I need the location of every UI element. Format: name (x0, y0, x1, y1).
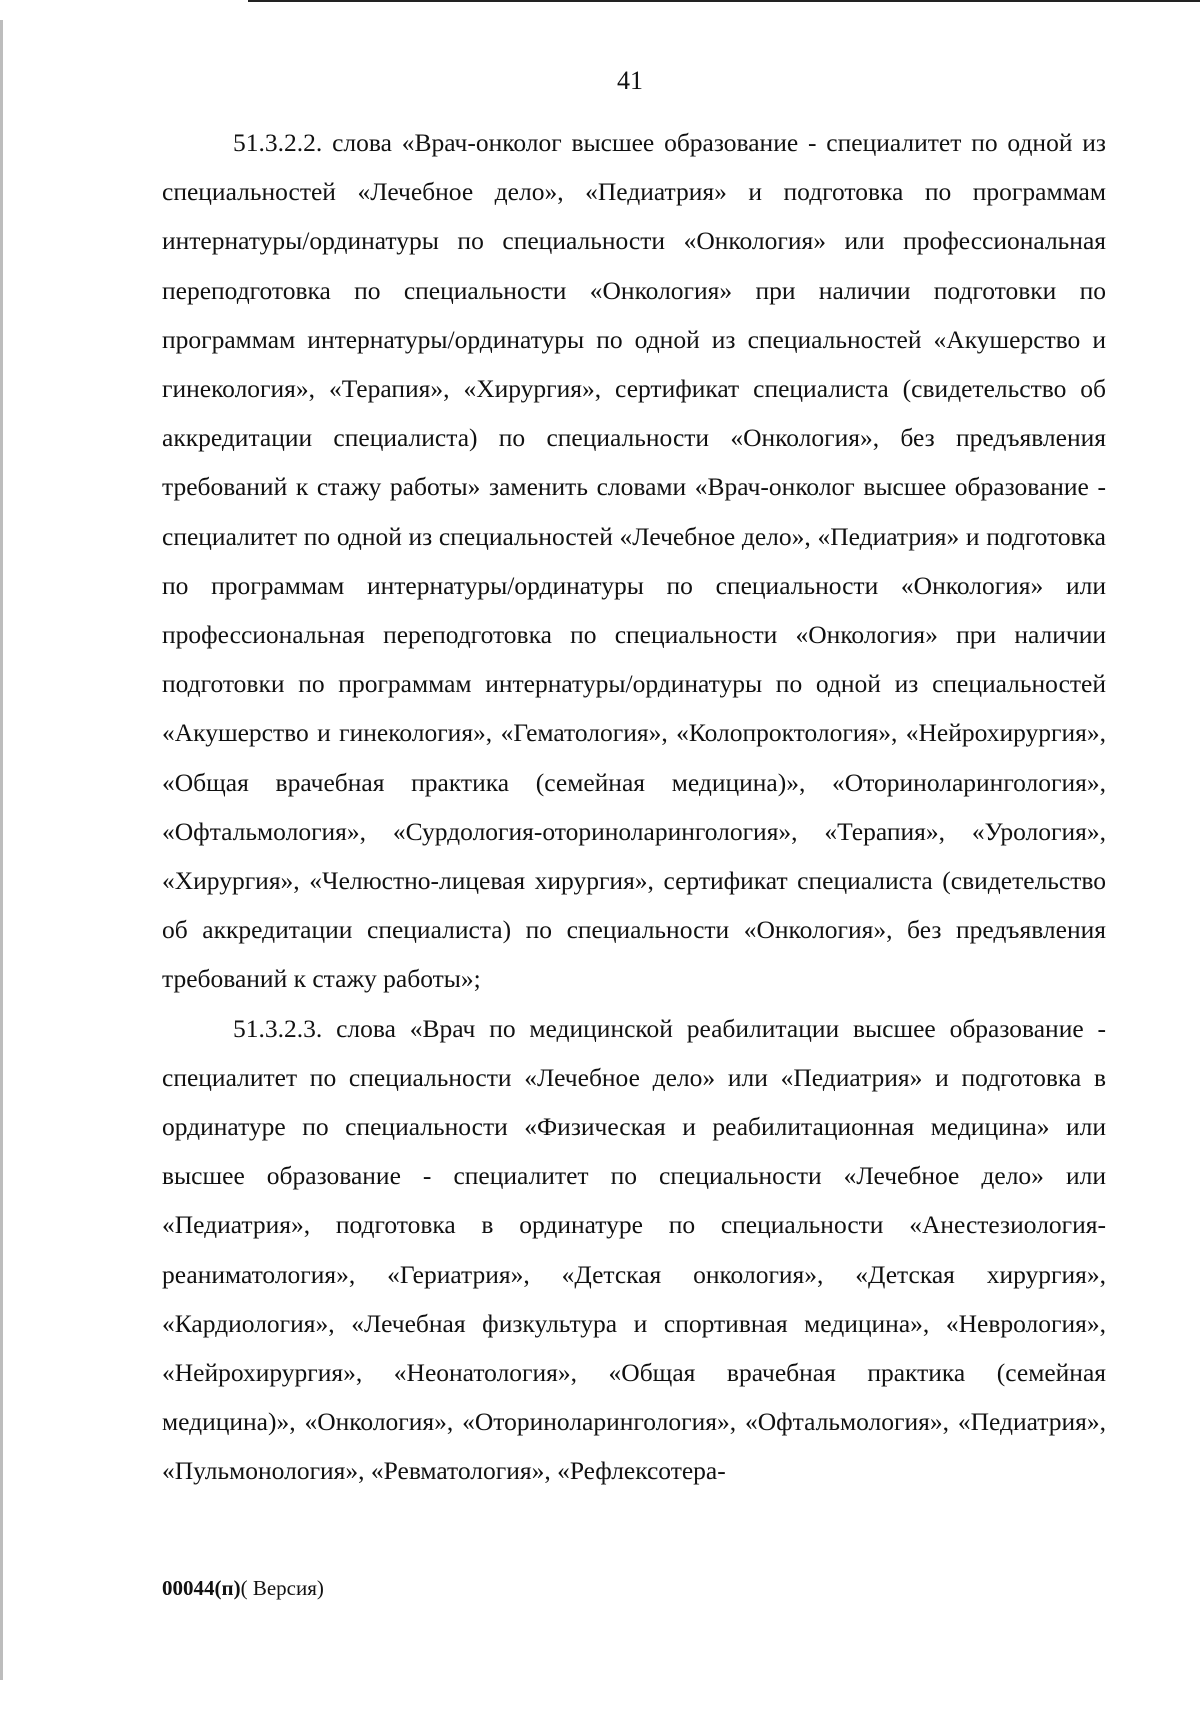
paragraph-51-3-2-2: 51.3.2.2. слова «Врач-онколог высшее образование - специалитет по одной из специальностей «Лечебное дело», «Педиатрия» и подготовка по программам интернатуры/ординатуры по специальности «Онкология» или профессиональная переподготовка по специальности «Онкология» при наличии подготовки по программам интернатуры/ординатуры по одной из специальностей «Акушерство и гинекология», «Терапия», «Хирургия», сертификат специалиста (свидетельство об аккредитации специалиста) по специальности «Онкология», без предъявления требований к стажу работы» заменить словами «Врач-онколог высшее образование - специалитет по одной из специальностей «Лечебное дело», «Педиатрия» и подготовка по программам интернатуры/ординатуры по специальности «Онкология» или профессиональная переподготовка по специальности «Онкология» при наличии подготовки по программам интернатуры/ординатуры по одной из специальностей «Акушерство и гинекология», «Гематология», «Колопроктология», «Нейрохирургия», «Общая врачебная практика (семейная медицина)», «Оториноларингология», «Офтальмология», «Сурдология-оториноларингология», «Терапия», «Урология», «Хирургия», «Челюстно-лицевая хирургия», сертификат специалиста (свидетельство об аккредитации специалиста) по специальности «Онкология», без предъявления требований к стажу работы»; (162, 128, 1106, 994)
page-number: 41 (617, 66, 643, 95)
paragraph-51-3-2-3: 51.3.2.3. слова «Врач по медицинской реабилитации высшее образование - специалитет по специальности «Лечебное дело» или «Педиатрия» и подготовка в ординатуре по специальности «Физическая и реабилитационная медицина» или высшее образование - специалитет по специальности «Лечебное дело» или «Педиатрия», подготовка в ординатуре по специальности «Анестезиология-реаниматология», «Гериатрия», «Детская онкология», «Детская хирургия», «Кардиология», «Лечебная физкультура и спортивная медицина», «Неврология», «Нейрохирургия», «Неонатология», «Общая врачебная практика (семейная медицина)», «Онкология», «Оториноларингология», «Офтальмология», «Педиатрия», «Пульмонология», «Ревматология», «Рефлексотера- (162, 1013, 1106, 1486)
footer-version: ( Версия) (240, 1576, 324, 1600)
left-scan-edge (0, 20, 3, 1680)
document-body (162, 118, 1106, 1496)
footer-document-code: 00044(п) (162, 1576, 241, 1600)
top-border-line (248, 0, 1200, 2)
footer (162, 1575, 324, 1601)
